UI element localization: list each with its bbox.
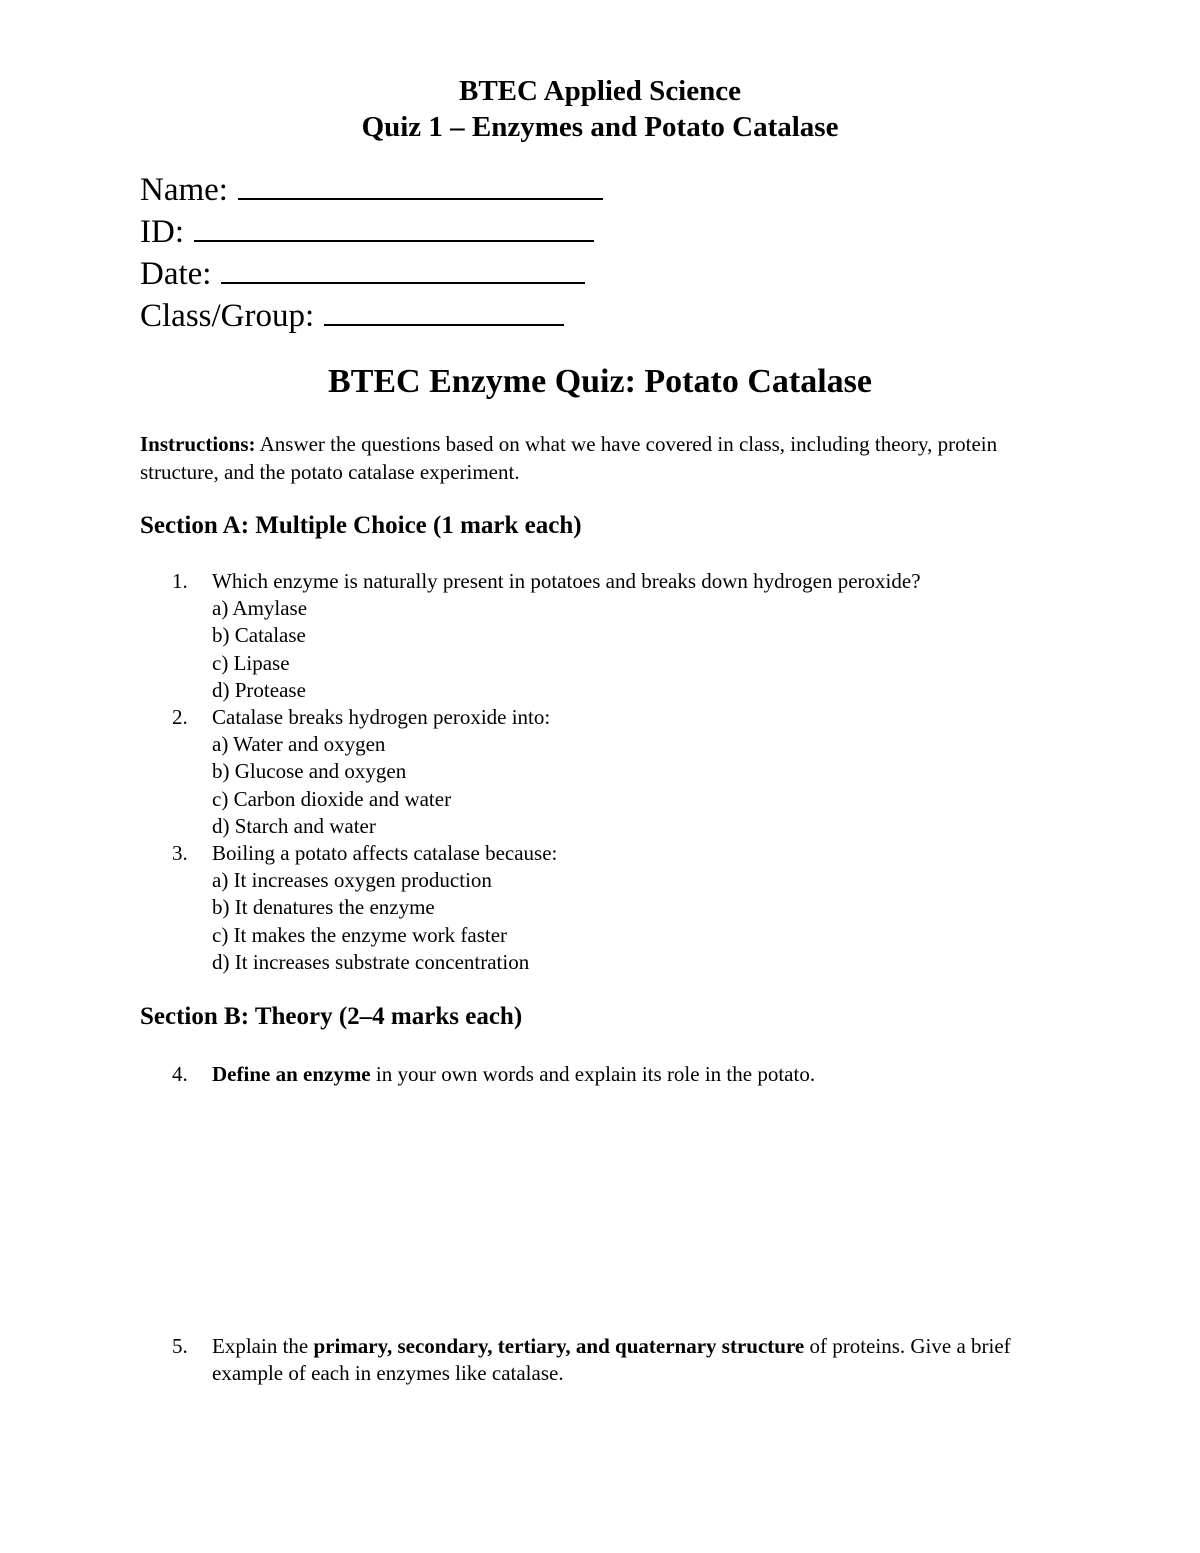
answer-option-d[interactable]: d) Starch and water [212, 813, 376, 838]
answer-option-b[interactable]: b) Catalase [212, 623, 306, 648]
class-group-field-label: Class/Group: [140, 298, 315, 334]
instructions-text: Answer the questions based on what we have covered in class, including theory, protein structure, and the potato catalase experiment. [140, 432, 998, 484]
question-text: Catalase breaks hydrogen peroxide into: [212, 705, 551, 729]
answer-option-a[interactable]: a) Amylase [212, 596, 308, 621]
answer-option-c[interactable]: c) Carbon dioxide and water [212, 786, 452, 811]
date-field[interactable] [140, 254, 585, 294]
question-5 [140, 1333, 1080, 1387]
answer-option-d[interactable]: d) Protease [212, 677, 306, 702]
question-1 [140, 568, 1080, 704]
question-number: 3. [172, 841, 188, 865]
name-field[interactable] [140, 170, 603, 210]
course-title: BTEC Applied Science [459, 75, 741, 107]
instructions-label: Instructions: [140, 432, 256, 456]
class-group-field[interactable] [140, 296, 564, 336]
class-group-blank-line[interactable] [324, 298, 564, 326]
id-field[interactable] [140, 212, 594, 252]
answer-option-b[interactable]: b) It denatures the enzyme [212, 895, 435, 920]
question-number: 1. [172, 569, 188, 593]
answer-option-c[interactable]: c) It makes the enzyme work faster [212, 922, 508, 947]
section-a-heading: Section A: Multiple Choice (1 mark each) [140, 512, 582, 539]
answer-option-a[interactable]: a) It increases oxygen production [212, 868, 492, 893]
question-text-prefix: Explain the [212, 1334, 314, 1358]
id-blank-line[interactable] [194, 214, 594, 242]
question-4 [140, 1061, 1080, 1088]
answer-option-d[interactable]: d) It increases substrate concentration [212, 949, 530, 974]
answer-option-c[interactable]: c) Lipase [212, 650, 290, 675]
date-blank-line[interactable] [221, 256, 585, 284]
question-text: in your own words and explain its role in the potato. [370, 1062, 816, 1086]
id-field-label: ID: [140, 214, 184, 250]
question-2 [140, 704, 1080, 840]
question-text: Which enzyme is naturally present in potatoes and breaks down hydrogen peroxide? [212, 569, 921, 593]
answer-option-b[interactable]: b) Glucose and oxygen [212, 759, 407, 784]
date-field-label: Date: [140, 256, 212, 292]
question-number: 4. [172, 1062, 188, 1086]
question-3 [140, 840, 1080, 976]
name-field-label: Name: [140, 172, 228, 208]
question-key-phrase: primary, secondary, tertiary, and quaternary structure [313, 1334, 805, 1358]
question-key-phrase: Define an enzyme [212, 1062, 371, 1086]
question-number: 2. [172, 705, 188, 729]
question-text: Boiling a potato affects catalase because: [212, 841, 558, 865]
quiz-subtitle: Quiz 1 – Enzymes and Potato Catalase [361, 111, 839, 143]
quiz-title: BTEC Enzyme Quiz: Potato Catalase [328, 363, 872, 400]
name-blank-line[interactable] [238, 172, 603, 200]
answer-option-a[interactable]: a) Water and oxygen [212, 732, 386, 757]
question-number: 5. [172, 1334, 188, 1358]
instructions [140, 430, 1070, 486]
question-text: of proteins. Give a brief example of each in enzymes like catalase. [212, 1334, 1011, 1386]
section-b-heading: Section B: Theory (2–4 marks each) [140, 1003, 523, 1030]
